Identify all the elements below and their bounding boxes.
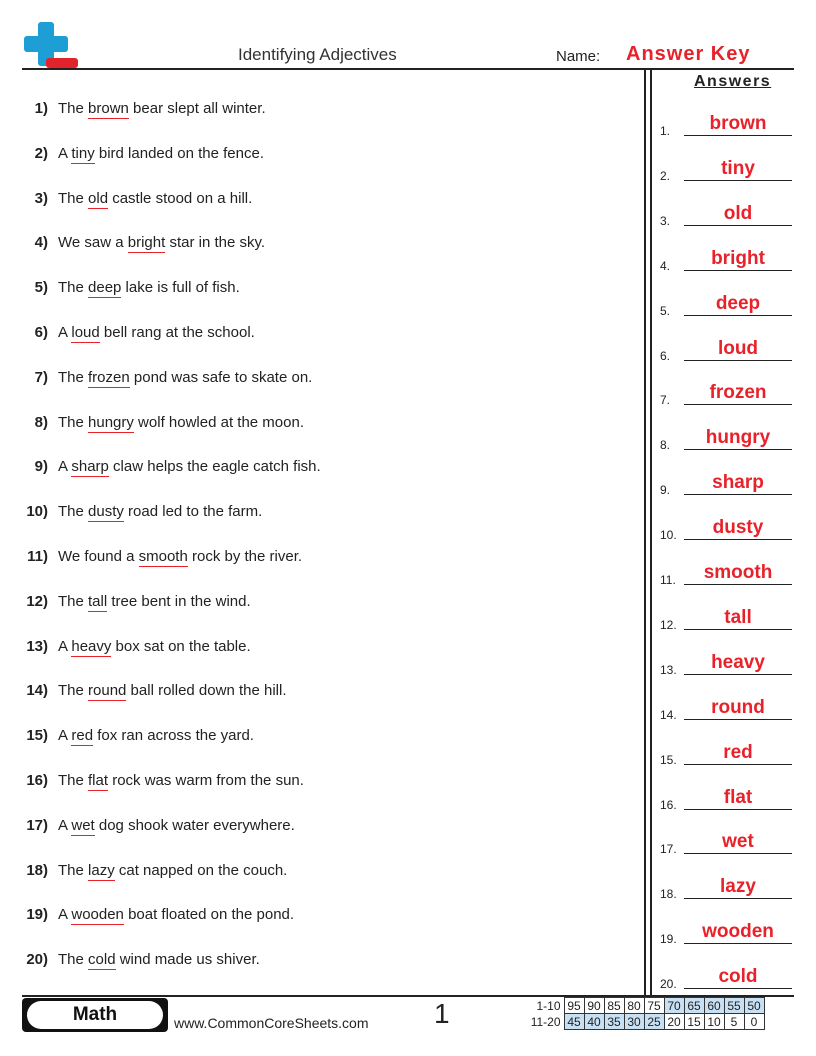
answer-value: loud — [717, 337, 759, 359]
answer-line — [684, 449, 792, 450]
question-text-before: A — [58, 906, 72, 924]
answer-number: 7. — [660, 393, 671, 408]
question-text-after: castle stood on a hill. — [108, 189, 253, 207]
answer-line — [684, 853, 792, 854]
question-text-after: star in the sky. — [165, 234, 266, 252]
answer-line — [684, 494, 792, 495]
question-number: 20) — [26, 951, 48, 969]
question-number: 13) — [26, 637, 48, 655]
answer-line — [684, 764, 792, 765]
question-text — [58, 772, 304, 789]
answer-line — [684, 270, 792, 271]
question-number: 2) — [34, 144, 48, 162]
answer-value: red — [723, 741, 753, 763]
question-number: 6) — [34, 324, 48, 341]
question-row — [0, 413, 304, 438]
answer-number: 12. — [660, 617, 677, 632]
site-url: www.CommonCoreSheets.com — [174, 1015, 369, 1031]
answer-number: 1. — [660, 124, 671, 138]
score-row-label: 1-10 — [536, 998, 561, 1013]
question-number: 1) — [34, 100, 48, 117]
question-text — [58, 638, 251, 655]
question-number: 9) — [34, 458, 48, 476]
question-row — [0, 503, 263, 527]
question-text — [58, 817, 295, 834]
header-rule — [22, 68, 794, 70]
underlined-adjective: cold — [88, 951, 116, 969]
score-cell: 90 — [584, 998, 604, 1014]
answer-value: brown — [709, 113, 767, 134]
question-row — [0, 637, 251, 662]
question-text-after: bell rang at the school. — [99, 324, 255, 341]
answer-value: smooth — [703, 562, 773, 583]
question-text — [58, 593, 251, 610]
score-row-label: 11-20 — [530, 1014, 561, 1029]
score-cell: 55 — [724, 998, 744, 1014]
question-row — [0, 189, 253, 214]
question-text-after: cat napped on the couch. — [114, 861, 288, 879]
score-cell: 0 — [744, 1014, 764, 1030]
score-cell: 45 — [564, 1014, 584, 1030]
underlined-adjective: smooth — [138, 548, 188, 565]
underlined-adjective: loud — [71, 324, 100, 341]
underlined-adjective: lazy — [88, 861, 115, 879]
answer-line — [684, 943, 792, 944]
score-row — [526, 1014, 764, 1030]
question-text-after: bird landed on the fence. — [94, 144, 264, 162]
underlined-adjective: flat — [88, 772, 109, 789]
worksheet-title: Identifying Adjectives — [238, 45, 397, 64]
question-text-after: fox ran across the yard. — [93, 727, 254, 745]
question-number: 10) — [26, 503, 48, 521]
underlined-adjective: sharp — [71, 458, 109, 476]
question-number: 12) — [26, 592, 48, 610]
answer-line — [684, 539, 792, 540]
answer-line — [684, 809, 792, 810]
question-text-before: The — [58, 503, 89, 521]
answer-value: heavy — [711, 651, 765, 673]
answer-row — [658, 647, 794, 677]
answer-line — [684, 629, 792, 630]
question-number: 3) — [34, 189, 48, 207]
question-text — [58, 727, 254, 744]
answer-value: wooden — [702, 921, 774, 943]
answer-line — [684, 315, 792, 316]
score-cell: 15 — [684, 1014, 704, 1030]
answer-line — [684, 988, 792, 989]
answer-number: 19. — [660, 932, 677, 947]
question-text-before: The — [58, 861, 89, 879]
underlined-adjective: heavy — [71, 637, 112, 655]
answer-number: 4. — [660, 258, 671, 273]
question-row — [0, 861, 288, 886]
answer-value: lazy — [720, 876, 756, 898]
question-text-after: claw helps the eagle catch fish. — [108, 458, 321, 476]
underlined-adjective: wet — [71, 816, 95, 834]
underlined-adjective: round — [88, 682, 127, 700]
question-text-before: A — [58, 816, 72, 834]
question-text-after: box sat on the table. — [111, 637, 251, 655]
score-cell: 50 — [744, 998, 764, 1014]
question-text-before: The — [58, 279, 89, 297]
question-number: 7) — [34, 368, 48, 386]
question-number: 15) — [26, 727, 48, 745]
question-text — [58, 458, 321, 475]
question-text-after: tree bent in the wind. — [107, 592, 251, 610]
answer-number: 14. — [660, 707, 677, 722]
question-text — [58, 862, 287, 879]
underlined-adjective: wooden — [71, 906, 124, 924]
question-text-after: boat floated on the pond. — [123, 906, 295, 924]
answer-row — [658, 377, 794, 407]
score-cell: 60 — [704, 998, 724, 1014]
question-text-before: A — [58, 727, 72, 745]
question-text — [58, 190, 252, 207]
answer-row — [658, 108, 794, 138]
underlined-adjective: tiny — [71, 144, 95, 162]
answer-value: hungry — [705, 427, 771, 449]
answer-row — [658, 871, 794, 901]
answer-value: wet — [722, 831, 754, 853]
underlined-adjective: brown — [88, 100, 129, 117]
question-text-before: The — [58, 413, 89, 431]
answer-value: flat — [723, 786, 753, 808]
answer-number: 8. — [660, 438, 671, 453]
plus-minus-logo-icon — [22, 22, 78, 68]
question-text — [58, 414, 304, 431]
question-text-before: A — [58, 144, 72, 162]
question-number: 18) — [26, 861, 48, 879]
answer-line — [684, 360, 792, 361]
underlined-adjective: tall — [88, 592, 108, 610]
question-row — [0, 279, 240, 303]
question-text-before: A — [58, 458, 72, 476]
answer-row — [658, 333, 794, 363]
question-text-before: The — [58, 772, 89, 789]
answer-row — [658, 782, 794, 812]
question-row — [0, 727, 254, 751]
answer-row — [658, 288, 794, 318]
question-row — [0, 100, 266, 124]
question-text-before: The — [58, 368, 89, 386]
answer-line — [684, 135, 792, 136]
answer-row — [658, 737, 794, 767]
score-cell: 95 — [564, 998, 584, 1014]
answer-value: tiny — [721, 157, 755, 179]
answer-line — [684, 584, 792, 585]
question-text — [58, 906, 294, 923]
score-cell: 65 — [684, 998, 704, 1014]
answer-row — [658, 602, 794, 632]
question-text-after: rock by the river. — [187, 548, 303, 565]
question-number: 4) — [34, 234, 48, 252]
question-row — [0, 951, 260, 975]
question-row — [0, 682, 287, 706]
score-cell: 10 — [704, 1014, 724, 1030]
answer-row — [658, 243, 794, 273]
score-cell: 25 — [644, 1014, 664, 1030]
question-row — [0, 368, 313, 393]
question-text-after: bear slept all winter. — [128, 100, 266, 117]
question-text-before: The — [58, 682, 89, 700]
answer-value: bright — [711, 247, 765, 269]
question-row — [0, 548, 303, 572]
answer-row — [658, 422, 794, 452]
answer-value: frozen — [709, 382, 767, 404]
answer-number: 20. — [660, 977, 677, 992]
question-row — [0, 772, 304, 796]
answer-row — [658, 961, 794, 991]
question-text-before: A — [58, 637, 72, 655]
answer-line — [684, 180, 792, 181]
question-text — [58, 234, 265, 251]
question-row — [0, 458, 321, 482]
subject-badge — [22, 998, 168, 1032]
question-row — [0, 234, 266, 258]
answer-number: 13. — [660, 662, 677, 677]
question-number: 8) — [34, 413, 48, 431]
question-row — [0, 324, 255, 348]
answer-row — [658, 467, 794, 497]
question-text-before: A — [58, 324, 72, 341]
question-text-before: We saw a — [58, 234, 128, 252]
answer-value: dusty — [712, 517, 764, 539]
question-text-after: lake is full of fish. — [121, 279, 240, 297]
score-cell: 35 — [604, 1014, 624, 1030]
answer-number: 16. — [660, 797, 677, 812]
answer-number: 2. — [660, 168, 671, 183]
underlined-adjective: dusty — [88, 503, 124, 521]
answer-value: old — [723, 202, 753, 224]
question-text — [58, 145, 264, 162]
answer-number: 6. — [660, 348, 671, 363]
answer-line — [684, 674, 792, 675]
question-row — [0, 592, 251, 617]
question-number: 5) — [34, 279, 48, 297]
question-text — [58, 548, 302, 565]
question-text — [58, 369, 312, 386]
answer-value: sharp — [712, 472, 764, 494]
question-number: 14) — [26, 682, 48, 700]
answer-number: 11. — [660, 573, 676, 587]
answer-line — [684, 404, 792, 405]
score-cell: 40 — [584, 1014, 604, 1030]
underlined-adjective: red — [71, 727, 94, 745]
name-value: Answer Key — [626, 43, 751, 65]
underlined-adjective: old — [88, 189, 109, 207]
question-row — [0, 906, 295, 930]
score-cell: 30 — [624, 1014, 644, 1030]
answers-heading: Answers — [694, 73, 772, 90]
underlined-adjective: bright — [127, 234, 166, 252]
answer-row — [658, 153, 794, 183]
question-text-before: The — [58, 100, 89, 117]
question-text — [58, 100, 266, 117]
answer-number: 17. — [660, 842, 677, 857]
score-cell: 5 — [724, 1014, 744, 1030]
answer-line — [684, 225, 792, 226]
answer-number: 10. — [660, 528, 677, 543]
question-text-before: The — [58, 592, 89, 610]
answer-line — [684, 719, 792, 720]
score-cell: 20 — [664, 1014, 684, 1030]
question-text-before: The — [58, 189, 89, 207]
underlined-adjective: deep — [88, 279, 122, 297]
question-text — [58, 279, 240, 296]
underlined-adjective: hungry — [88, 413, 134, 431]
answer-row — [658, 557, 794, 587]
answer-number: 5. — [660, 303, 671, 318]
answer-number: 15. — [660, 752, 677, 767]
question-text — [58, 951, 260, 968]
answer-value: cold — [718, 966, 758, 988]
question-text-after: rock was warm from the sun. — [108, 772, 304, 789]
question-text-before: We found a — [58, 548, 139, 565]
answer-row — [658, 512, 794, 542]
page-number: 1 — [434, 998, 450, 1029]
question-row — [0, 144, 264, 169]
question-text — [58, 682, 286, 699]
column-divider — [650, 70, 652, 996]
question-text-after: ball rolled down the hill. — [126, 682, 287, 700]
answer-value: round — [711, 696, 765, 718]
answer-row — [658, 916, 794, 946]
answer-line — [684, 898, 792, 899]
score-table — [526, 997, 765, 1030]
score-cell: 80 — [624, 998, 644, 1014]
underlined-adjective: frozen — [88, 368, 130, 386]
subject-badge-label: Math — [27, 1001, 163, 1029]
question-text-after: wind made us shiver. — [115, 951, 260, 969]
answer-value: deep — [715, 292, 761, 314]
question-text-after: dog shook water everywhere. — [94, 816, 295, 834]
question-text-after: wolf howled at the moon. — [133, 413, 304, 431]
answer-row — [658, 826, 794, 856]
question-row — [0, 816, 295, 841]
score-cell: 70 — [664, 998, 684, 1014]
question-number: 11) — [27, 548, 48, 565]
answer-number: 3. — [660, 213, 671, 228]
question-number: 17) — [26, 816, 48, 834]
answer-number: 9. — [660, 483, 671, 498]
question-text-after: road led to the farm. — [123, 503, 263, 521]
answer-number: 18. — [660, 887, 677, 902]
score-cell: 75 — [644, 998, 664, 1014]
question-text-before: The — [58, 951, 89, 969]
answer-row — [658, 198, 794, 228]
question-number: 19) — [26, 906, 48, 924]
column-divider — [644, 70, 646, 996]
question-text — [58, 324, 255, 341]
answer-row — [658, 692, 794, 722]
question-text-after: pond was safe to skate on. — [129, 368, 313, 386]
score-row — [526, 998, 764, 1014]
question-text — [58, 503, 262, 520]
score-cell: 85 — [604, 998, 624, 1014]
answer-value: tall — [724, 606, 752, 628]
question-number: 16) — [26, 772, 48, 789]
name-label: Name: — [556, 48, 601, 65]
